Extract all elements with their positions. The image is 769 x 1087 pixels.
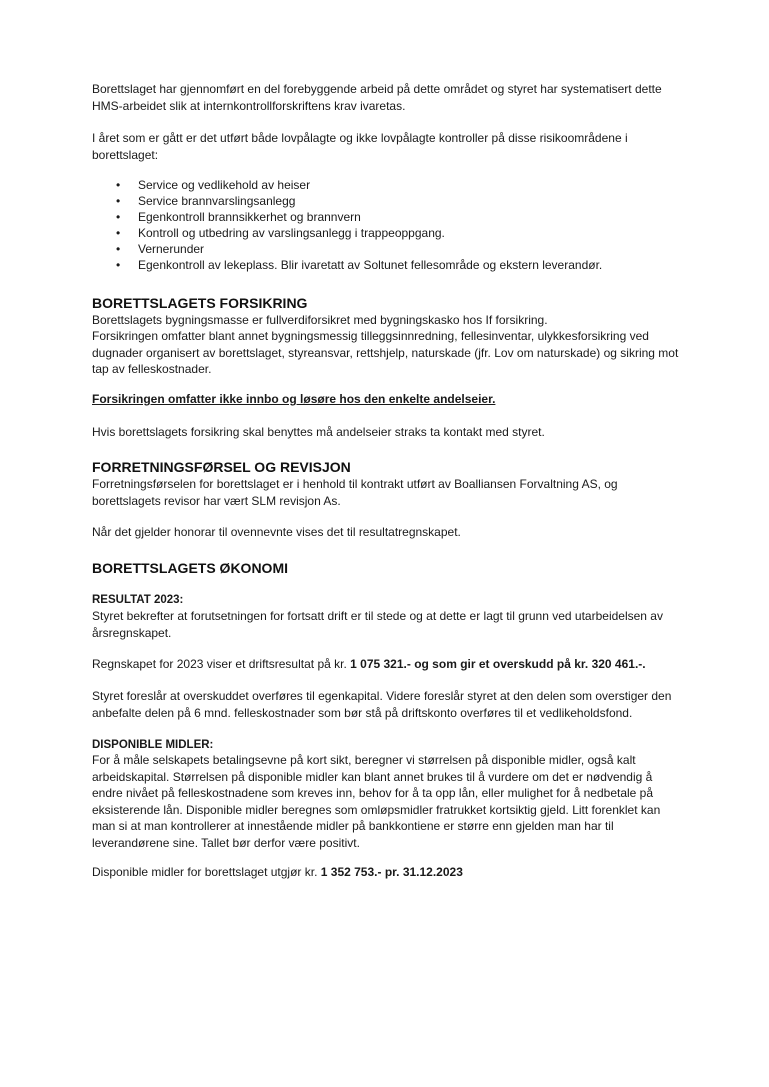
list-item: • Kontroll og utbedring av varslingsanlegg i trappeoppgang.	[92, 225, 682, 241]
result-heading: RESULTAT 2023:	[92, 594, 184, 606]
available-funds-text: Disponible midler for borettslaget utgjør kr.	[92, 865, 321, 879]
result-paragraph-1: Styret bekrefter at forutsetningen for fortsatt drift er til stede og at dette er lagt til grunn ved utarbeidelsen av årsregnskapet.	[92, 609, 663, 640]
list-item: • Egenkontroll av lekeplass. Blir ivaretatt av Soltunet fellesområde og ekstern leverandør.	[92, 257, 682, 273]
available-funds-heading: DISPONIBLE MIDLER:	[92, 739, 214, 751]
economy-heading: BORETTSLAGETS ØKONOMI	[92, 560, 288, 576]
result-paragraph-2	[92, 656, 682, 673]
intro-paragraph-2: I året som er gått er det utført både lovpålagte og ikke lovpålagte kontroller på disse risikoområdene i borettslaget:	[92, 131, 628, 162]
management-paragraph-1: Forretningsførselen for borettslaget er i henhold til kontrakt utført av Boalliansen Forvaltning AS, og borettslagets revisor har vært SLM revisjon As.	[92, 477, 618, 508]
list-item: • Vernerunder	[92, 241, 682, 257]
management-heading: FORRETNINGSFØRSEL OG REVISJON	[92, 459, 351, 475]
available-funds-amount: 1 352 753.- pr. 31.12.2023	[320, 865, 463, 879]
intro-paragraph-1: Borettslaget har gjennomført en del forebyggende arbeid på dette området og styret har systematisert dette HMS-arbeidet slik at internkontrollforskriftens krav ivaretas.	[92, 82, 662, 113]
risk-areas-list	[92, 177, 682, 273]
list-item: • Service og vedlikehold av heiser	[92, 177, 682, 193]
insurance-paragraph-1: Borettslagets bygningsmasse er fullverdiforsikret med bygningskasko hos If forsikring.	[92, 313, 548, 327]
insurance-paragraph-2: Forsikringen omfatter blant annet bygningsmessig tilleggsinnredning, fellesinventar, ulykkesforsikring ved dugnader organisert av borettslaget, styreansvar, rettshjelp, naturskade (jfr. Lov om naturskade) og sikring mot tap av felleskostnader.	[92, 329, 679, 376]
insurance-heading: BORETTSLAGETS FORSIKRING	[92, 295, 308, 311]
list-item: • Service brannvarslingsanlegg	[92, 193, 682, 209]
management-paragraph-2: Når det gjelder honorar til ovennevnte vises det til resultatregnskapet.	[92, 525, 461, 539]
list-item: • Egenkontroll brannsikkerhet og brannvern	[92, 209, 682, 225]
available-funds-summary	[92, 864, 682, 881]
available-funds-paragraph: For å måle selskapets betalingsevne på kort sikt, beregner vi størrelsen på disponible midler, også kalt arbeidskapital. Størrelsen på disponible midler kan blant annet brukes til å vurdere om det er nødvendig å endre nivået på felleskostnadene som kreves inn, behov for å ta opp lån, eller mulighet for å nedbetale på eksisterende lån. Disponible midler beregnes som omløpsmidler fratrukket kortsiktig gjeld. Litt forenklet kan man si at man kontrollerer at innestående midler på bankkontiene er større enn gjelden man har til leverandørene sine. Tallet bør derfor være positivt.	[92, 753, 661, 850]
result-figures: 1 075 321.- og som gir et overskudd på kr. 320 461.-.	[350, 657, 646, 671]
result-paragraph-3: Styret foreslår at overskuddet overføres til egenkapital. Videre foreslår styret at den delen som overstiger den anbefalte delen på 6 mnd. felleskostnader som bør stå på driftskonto overføres til et vedlikeholdsfond.	[92, 689, 672, 720]
result-text: Regnskapet for 2023 viser et driftsresultat på kr.	[92, 657, 351, 671]
insurance-paragraph-3: Hvis borettslagets forsikring skal benyttes må andelseier straks ta kontakt med styret.	[92, 425, 545, 439]
insurance-note: Forsikringen omfatter ikke innbo og løsøre hos den enkelte andelseier.	[92, 392, 496, 406]
